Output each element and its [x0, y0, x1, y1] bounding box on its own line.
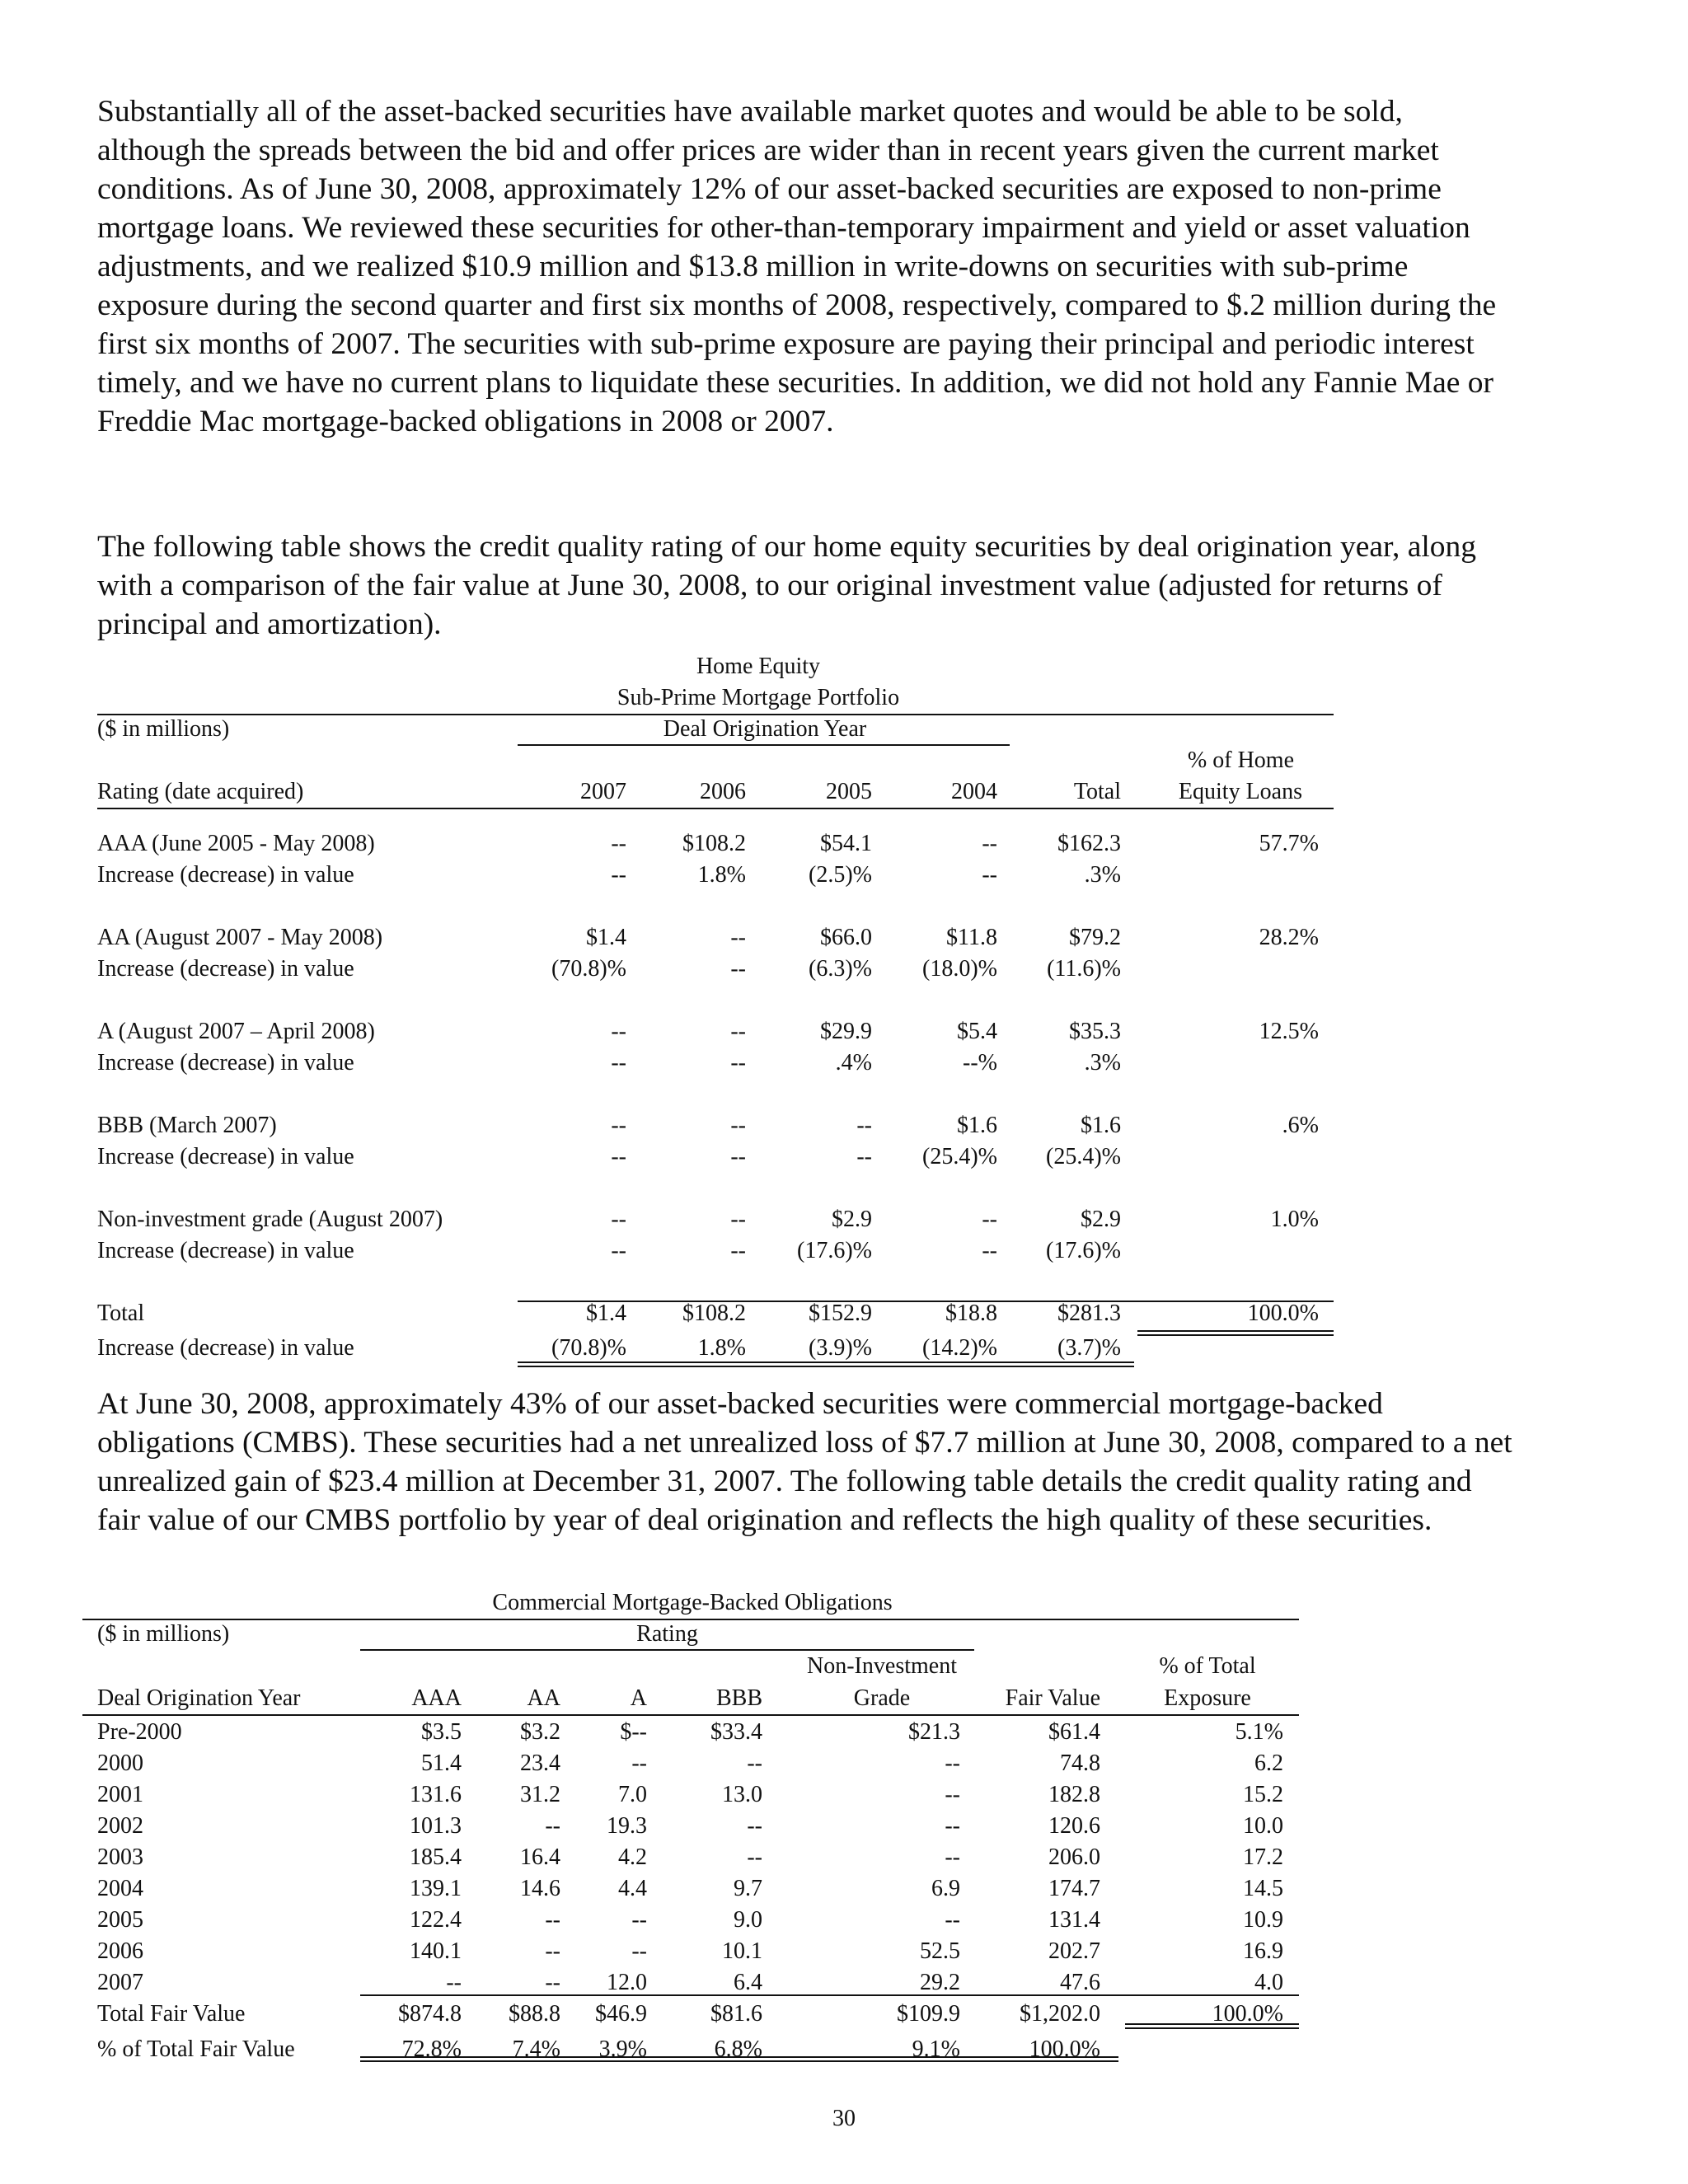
table1-cell: -- — [856, 1113, 872, 1138]
table2-col-header-top: Non-Investment — [807, 1653, 957, 1679]
table2-row-label: % of Total Fair Value — [97, 2036, 295, 2062]
table2-cell: $109.9 — [897, 2001, 960, 2027]
table1-row-label: AA (August 2007 - May 2008) — [97, 925, 383, 950]
table1-title-line2: Sub-Prime Mortgage Portfolio — [617, 685, 900, 710]
table1-cell: $5.4 — [957, 1019, 997, 1044]
table1-header-rule — [97, 808, 1334, 809]
table2-col-header: AA — [527, 1685, 560, 1711]
table2-cell: 7.4% — [512, 2036, 560, 2062]
table2-row-label: Total Fair Value — [97, 2001, 246, 2027]
table2-cell: 4.4 — [618, 1876, 647, 1901]
table1-cell: -- — [611, 1207, 626, 1232]
table1-row-label: Total — [97, 1301, 145, 1326]
table2-cell: -- — [631, 1938, 647, 1964]
table2-row-label: 2004 — [97, 1876, 143, 1901]
table2-row-label: 2006 — [97, 1938, 143, 1964]
table1-row-label: Increase (decrease) in value — [97, 862, 354, 888]
table2-cell: $3.2 — [520, 1719, 560, 1745]
table1-group-rule — [518, 744, 1010, 746]
table1-cell: $162.3 — [1057, 831, 1121, 856]
paragraph-subprime-exposure: Substantially all of the asset-backed securities have available market quotes and would be able to be sold, although the spreads between the bid and offer prices are wider than in recent years given the current market conditions. As of June 30, 2008, approximately 12% of our asset-backed securities are exposed to non-prime mortgage loans. We reviewed these securities for other-than-temporary impairment and yield or asset valuation adjustments, and we realized $10.9 million and $13.8 million in write-downs on securities with sub-prime exposure during the second quarter and first six months of 2008, respectively, compared to $.2 million during the first six months of 2007. The securities with sub-prime exposure are paying their principal and periodic interest timely, and we have no current plans to liquidate these securities. In addition, we did not hold any Fannie Mae or Freddie Mac mortgage-backed obligations in 2008 or 2007. — [97, 95, 1497, 438]
table1-cell: .3% — [1084, 862, 1121, 888]
table2-row-label: 2003 — [97, 1844, 143, 1870]
table2-cell: 140.1 — [410, 1938, 462, 1964]
table2-cell: $81.6 — [710, 2001, 762, 2027]
table2-cell: 4.2 — [618, 1844, 647, 1870]
table1-col-header: Total — [1073, 779, 1121, 804]
table1-cell: -- — [982, 831, 997, 856]
table1-cell: $11.8 — [946, 925, 997, 950]
table1-bottom-double-rule — [518, 1361, 1134, 1367]
table2-cell: 100.0% — [1029, 2036, 1100, 2062]
table2-col-header-top: % of Total — [1159, 1653, 1256, 1679]
table2-cell: 9.0 — [734, 1907, 762, 1933]
table2-cell: $-- — [620, 1719, 647, 1745]
table1-cell: $1.6 — [1081, 1113, 1121, 1138]
table1-cell: -- — [730, 956, 746, 982]
table2-cell: -- — [945, 1750, 960, 1776]
table2-header-rule — [82, 1714, 1299, 1716]
table2-row-label: 2005 — [97, 1907, 143, 1933]
table1-cell: -- — [982, 1207, 997, 1232]
table2-cell: $1,202.0 — [1020, 2001, 1100, 2027]
table2-total-rule — [360, 1994, 1299, 1996]
table2-cell: 120.6 — [1048, 1813, 1100, 1839]
table2-cell: -- — [545, 1813, 560, 1839]
table1-pct-cell: 28.2% — [1259, 925, 1319, 950]
table1-cell: (14.2)% — [922, 1335, 997, 1361]
table1-col-header: 2005 — [826, 779, 872, 804]
table2-cell: 14.5 — [1243, 1876, 1283, 1901]
paragraph-cmbs: At June 30, 2008, approximately 43% of our asset-backed securities were commercial mortgage-backed obligations (CMBS). These securities had a net unrealized loss of $7.7 million at June 30, 2008, compared to a net unrealized gain of $23.4 million at December 31, 2007. The following table details the credit quality rating and fair value of our CMBS portfolio by year of deal origination and reflects the high quality of these securities. — [97, 1387, 1512, 1537]
table1-cell: -- — [611, 1113, 626, 1138]
table1-pct-header-line2: Equity Loans — [1178, 779, 1302, 804]
table2-cell: 185.4 — [410, 1844, 462, 1870]
table2-cell: 51.4 — [421, 1750, 462, 1776]
table1-cell: -- — [730, 1050, 746, 1076]
table1-row-label: Increase (decrease) in value — [97, 956, 354, 982]
table2-cell: 100.0% — [1212, 2001, 1283, 2027]
table1-pct-cell: .6% — [1282, 1113, 1319, 1138]
table2-cell: -- — [545, 1938, 560, 1964]
table1-cell: -- — [730, 1238, 746, 1263]
table1-cell: -- — [730, 925, 746, 950]
table2-cell: -- — [446, 1970, 462, 1995]
table2-pct-double-rule — [1125, 2023, 1299, 2029]
table1-cell: $2.9 — [832, 1207, 872, 1232]
table2-group-rule — [360, 1649, 974, 1651]
table1-col-header: 2007 — [580, 779, 626, 804]
table2-cell: 122.4 — [410, 1907, 462, 1933]
table1-cell: .4% — [835, 1050, 872, 1076]
table2-cell: 10.0 — [1243, 1813, 1283, 1839]
table2-cell: 16.4 — [520, 1844, 560, 1870]
table2-col-header: Exposure — [1164, 1685, 1251, 1711]
table1-cell: -- — [611, 1050, 626, 1076]
table2-cell: 131.6 — [410, 1782, 462, 1807]
table1-cell: $2.9 — [1081, 1207, 1121, 1232]
table2-col-header: BBB — [715, 1685, 762, 1711]
table2-cell: 13.0 — [722, 1782, 762, 1807]
table1-cell: (17.6)% — [797, 1238, 872, 1263]
table1-cell: (25.4)% — [922, 1144, 997, 1169]
table1-cell: $108.2 — [682, 1301, 746, 1326]
table2-cell: 3.9% — [598, 2036, 647, 2062]
table1-cell: $281.3 — [1057, 1301, 1121, 1326]
table2-cell: 7.0 — [618, 1782, 647, 1807]
table1-pct-cell: 100.0% — [1247, 1301, 1319, 1326]
table2-cell: -- — [945, 1782, 960, 1807]
table2-cell: -- — [545, 1907, 560, 1933]
table2-cell: $33.4 — [710, 1719, 762, 1745]
table1-cell: .3% — [1084, 1050, 1121, 1076]
table1-cell: -- — [982, 862, 997, 888]
table1-cell: 1.8% — [697, 1335, 746, 1361]
paragraph-table-intro: The following table shows the credit quality rating of our home equity securities by deal origination year, along with a comparison of the fair value at June 30, 2008, to our original investment value (adjusted for returns of principal and amortization). — [97, 530, 1477, 641]
table1-row-label: Increase (decrease) in value — [97, 1050, 354, 1076]
table2-cell: 182.8 — [1048, 1782, 1100, 1807]
table1-cell: -- — [611, 1019, 626, 1044]
table2-row-label: 2007 — [97, 1970, 143, 1995]
table1-cell: $18.8 — [945, 1301, 997, 1326]
page-number: 30 — [832, 2106, 856, 2131]
table2-group-header: Rating — [636, 1621, 698, 1647]
table2-cell: 4.0 — [1254, 1970, 1283, 1995]
table2-cell: 23.4 — [520, 1750, 560, 1776]
table1-units: ($ in millions) — [97, 716, 230, 742]
table1-cell: 1.8% — [697, 862, 746, 888]
table1-cell: -- — [611, 831, 626, 856]
table1-row-label: Non-investment grade (August 2007) — [97, 1207, 443, 1232]
table2-cell: 74.8 — [1060, 1750, 1100, 1776]
table1-cell: $1.4 — [586, 925, 626, 950]
table2-cell: 15.2 — [1243, 1782, 1283, 1807]
table2-col-header: A — [630, 1685, 647, 1711]
table2-cell: $874.8 — [398, 2001, 462, 2027]
table1-cell: $35.3 — [1069, 1019, 1121, 1044]
table1-cell: -- — [611, 862, 626, 888]
table1-cell: $79.2 — [1069, 925, 1121, 950]
table1-cell: -- — [730, 1019, 746, 1044]
table1-title-line1: Home Equity — [696, 654, 821, 679]
table1-cell: (70.8)% — [551, 1335, 626, 1361]
table2-cell: 10.1 — [722, 1938, 762, 1964]
table1-cell: $152.9 — [809, 1301, 872, 1326]
table2-cell: $3.5 — [421, 1719, 462, 1745]
table2-cell: 10.9 — [1243, 1907, 1283, 1933]
table2-cell: -- — [545, 1970, 560, 1995]
table2-cell: 14.6 — [520, 1876, 560, 1901]
table2-cell: $21.3 — [908, 1719, 960, 1745]
table2-cell: -- — [945, 1844, 960, 1870]
table1-pct-double-rule — [1137, 1330, 1334, 1336]
table2-cell: 206.0 — [1048, 1844, 1100, 1870]
table2-cell: 16.9 — [1243, 1938, 1283, 1964]
table2-cell: 202.7 — [1048, 1938, 1100, 1964]
table2-title: Commercial Mortgage-Backed Obligations — [492, 1590, 893, 1615]
table1-cell: (2.5)% — [809, 862, 872, 888]
table1-cell: $1.6 — [957, 1113, 997, 1138]
table2-col-header: AAA — [411, 1685, 462, 1711]
table1-cell: $29.9 — [820, 1019, 872, 1044]
table2-cell: $46.9 — [595, 2001, 647, 2027]
table2-row-label: 2002 — [97, 1813, 143, 1839]
table1-col-header: 2004 — [951, 779, 997, 804]
table1-row-label: A (August 2007 – April 2008) — [97, 1019, 375, 1044]
table1-cell: $108.2 — [682, 831, 746, 856]
table1-cell: $1.4 — [586, 1301, 626, 1326]
table2-cell: 52.5 — [920, 1938, 960, 1964]
table1-pct-header-line1: % of Home — [1187, 748, 1294, 773]
table2-cell: 6.2 — [1254, 1750, 1283, 1776]
table1-cell: -- — [730, 1113, 746, 1138]
table1-row-label: Increase (decrease) in value — [97, 1335, 354, 1361]
table2-bottom-double-rule — [360, 2056, 1118, 2062]
table2-cell: 131.4 — [1048, 1907, 1100, 1933]
table2-cell: 6.9 — [931, 1876, 960, 1901]
table1-cell: -- — [982, 1238, 997, 1263]
table1-cell: (11.6)% — [1047, 956, 1121, 982]
table1-cell: -- — [730, 1144, 746, 1169]
table2-cell: 6.8% — [714, 2036, 762, 2062]
table2-cell: 174.7 — [1048, 1876, 1100, 1901]
table2-col-header: Grade — [853, 1685, 911, 1711]
table2-cell: 5.1% — [1235, 1719, 1283, 1745]
table2-cell: $61.4 — [1048, 1719, 1100, 1745]
table2-cell: -- — [631, 1750, 647, 1776]
table2-cell: $88.8 — [509, 2001, 560, 2027]
table1-cell: (3.9)% — [809, 1335, 872, 1361]
table1-cell: -- — [611, 1144, 626, 1169]
table2-cell: 139.1 — [410, 1876, 462, 1901]
table1-pct-cell: 12.5% — [1259, 1019, 1319, 1044]
table2-row-header: Deal Origination Year — [97, 1685, 301, 1711]
table2-cell: -- — [631, 1907, 647, 1933]
table2-cell: 101.3 — [410, 1813, 462, 1839]
table2-cell: 31.2 — [520, 1782, 560, 1807]
table2-cell: 9.1% — [912, 2036, 960, 2062]
table1-cell: -- — [611, 1238, 626, 1263]
table1-total-rule — [518, 1301, 1334, 1302]
table1-cell: (6.3)% — [809, 956, 872, 982]
table2-cell: -- — [945, 1813, 960, 1839]
table2-cell: 47.6 — [1060, 1970, 1100, 1995]
table1-cell: (18.0)% — [922, 956, 997, 982]
table2-cell: -- — [747, 1750, 762, 1776]
table2-col-header: Fair Value — [1005, 1685, 1100, 1711]
table1-cell: -- — [730, 1207, 746, 1232]
table1-cell: (70.8)% — [551, 956, 626, 982]
table1-cell: -- — [856, 1144, 872, 1169]
table1-row-label: Increase (decrease) in value — [97, 1144, 354, 1169]
table1-pct-cell: 1.0% — [1270, 1207, 1319, 1232]
table2-cell: 17.2 — [1243, 1844, 1283, 1870]
table2-row-label: Pre-2000 — [97, 1719, 182, 1745]
table2-cell: 29.2 — [920, 1970, 960, 1995]
table2-cell: -- — [747, 1844, 762, 1870]
table1-cell: $66.0 — [820, 925, 872, 950]
table2-row-label: 2000 — [97, 1750, 143, 1776]
table2-cell: -- — [747, 1813, 762, 1839]
table2-cell: 72.8% — [401, 2036, 462, 2062]
table2-cell: 6.4 — [734, 1970, 762, 1995]
table1-cell: (25.4)% — [1046, 1144, 1121, 1169]
table1-col-header: 2006 — [700, 779, 746, 804]
table1-pct-cell: 57.7% — [1259, 831, 1319, 856]
table1-cell: (3.7)% — [1057, 1335, 1121, 1361]
table1-cell: $54.1 — [820, 831, 872, 856]
table1-group-header: Deal Origination Year — [663, 716, 867, 742]
table1-cell: --% — [963, 1050, 997, 1076]
table1-row-header: Rating (date acquired) — [97, 779, 304, 804]
table2-cell: 19.3 — [607, 1813, 647, 1839]
table1-row-label: Increase (decrease) in value — [97, 1238, 354, 1263]
table1-cell: (17.6)% — [1046, 1238, 1121, 1263]
table2-units: ($ in millions) — [97, 1621, 230, 1647]
table1-row-label: AAA (June 2005 - May 2008) — [97, 831, 375, 856]
table1-row-label: BBB (March 2007) — [97, 1113, 277, 1138]
table2-cell: 12.0 — [607, 1970, 647, 1995]
table2-row-label: 2001 — [97, 1782, 143, 1807]
table2-cell: -- — [945, 1907, 960, 1933]
table2-cell: 9.7 — [734, 1876, 762, 1901]
